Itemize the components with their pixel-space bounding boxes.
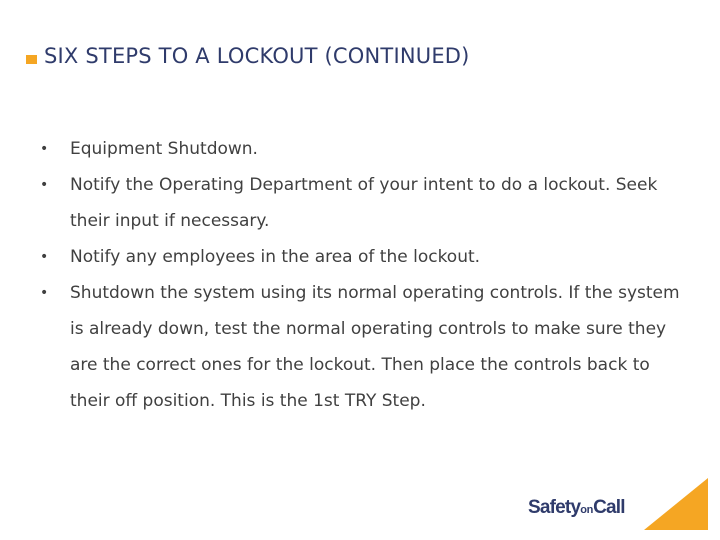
slide-title: SIX STEPS TO A LOCKOUT (CONTINUED) — [44, 44, 470, 68]
logo-part-safety: Safety — [528, 497, 581, 518]
logo-part-call: Call — [593, 497, 625, 518]
list-item — [40, 239, 680, 275]
bullet-icon: • — [40, 285, 49, 301]
bullet-icon: • — [40, 249, 49, 265]
safety-on-call-logo — [528, 497, 625, 519]
bullet-icon: • — [40, 141, 49, 157]
list-item — [40, 131, 680, 167]
list-item — [40, 167, 680, 239]
bullet-text: Notify the Operating Department of your intent to do a lockout. Seek their input if necessary. — [70, 175, 658, 231]
bullet-text: Equipment Shutdown. — [70, 139, 258, 159]
bullet-text: Shutdown the system using its normal operating controls. If the system is already down, test the normal operating controls to make sure they are the correct ones for the lockout. Then place the controls back to their off position. This is the 1st TRY Step. — [70, 283, 680, 411]
bullet-text: Notify any employees in the area of the lockout. — [70, 247, 481, 267]
bullet-list — [40, 131, 680, 419]
title-marker — [26, 55, 37, 64]
list-item — [40, 275, 680, 419]
bullet-icon: • — [40, 177, 49, 193]
logo-part-on: on — [580, 504, 594, 516]
corner-triangle-icon — [644, 478, 720, 540]
